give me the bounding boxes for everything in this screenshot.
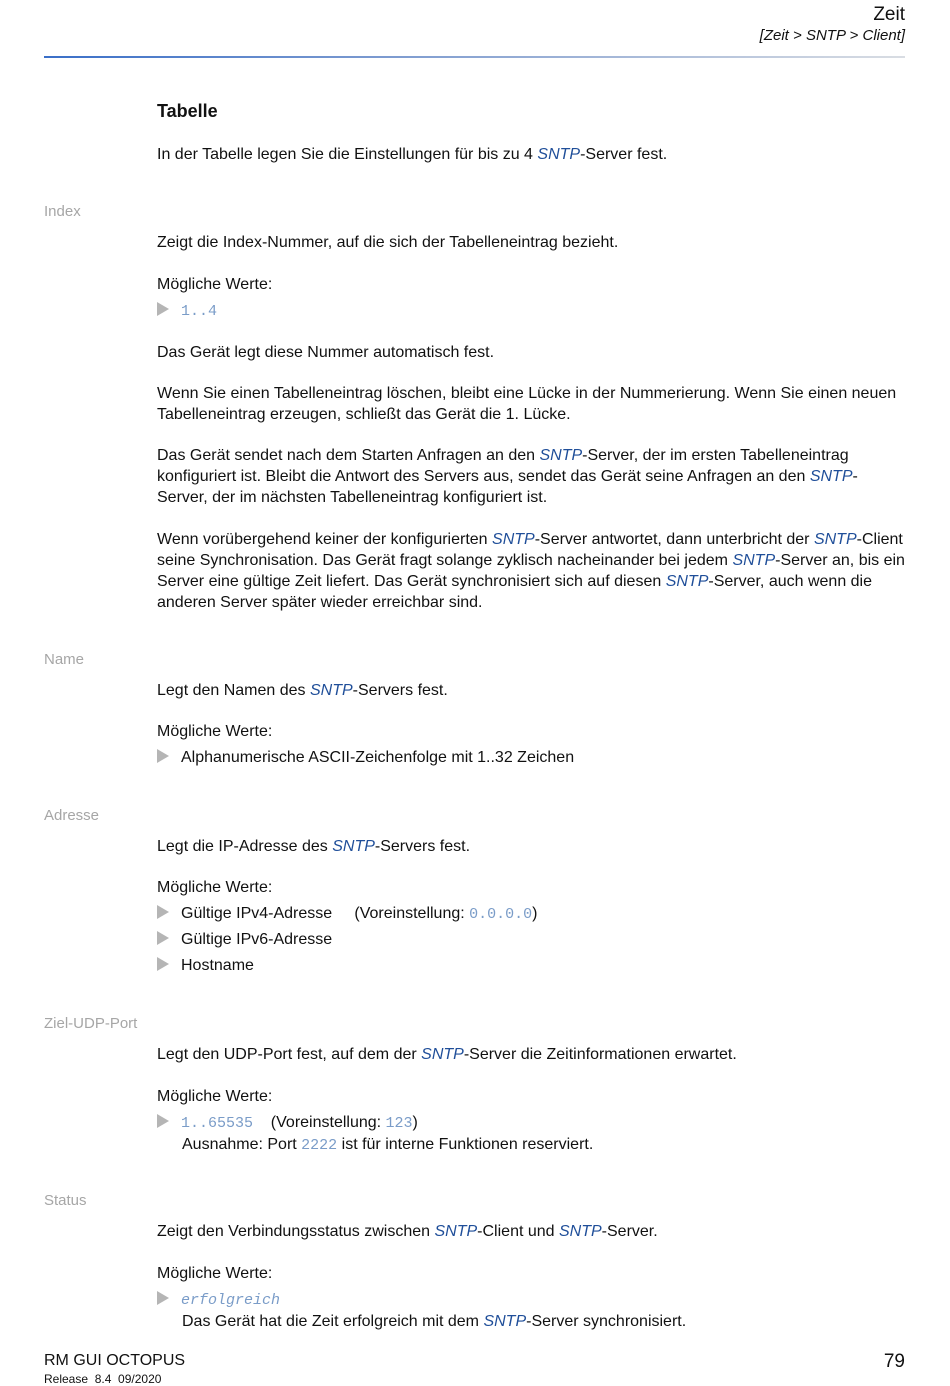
sntp-term: SNTP [665,573,709,590]
possible-values-label: Mögliche Werte: [157,1088,273,1105]
index-note-3 [157,445,907,508]
text-segment: Das Gerät hat die Zeit erfolgreich mit dem [182,1313,484,1330]
text-segment: Legt die IP-Adresse des [157,838,333,855]
address-description [157,836,907,857]
value-text [181,905,537,922]
index-description [157,232,907,253]
sntp-term: SNTP [813,531,857,548]
code-value: erfolgreich [181,1292,281,1309]
text-segment: (Voreinstellung: [253,1114,386,1131]
status-description [157,1221,907,1242]
param-label-name: Name [44,651,85,668]
possible-values-label: Mögliche Werte: [157,276,273,293]
text-segment: -Server fest. [580,146,668,163]
sntp-term: SNTP [483,1313,527,1330]
code-value: 1..65535 [181,1115,254,1132]
possible-values-label: Mögliche Werte: [157,879,273,896]
value-text [181,1114,418,1131]
sntp-term: SNTP [310,682,353,699]
text-segment: Wenn Sie einen Tabelleneintrag löschen, bleibt eine Lücke in der Nummerierung. Wenn Sie einen neuen Tabelleneintrag erzeugen, schließt das Gerät die 1. Lücke. [157,385,897,423]
text-segment: ) [412,1114,418,1131]
value-text [181,931,332,948]
text-segment: ) [532,905,538,922]
value-item [157,903,537,925]
param-label-address: Adresse [44,807,100,824]
code-value: 1..4 [181,303,218,320]
value-text [181,302,217,319]
text-segment: In der Tabelle legen Sie die Einstellungen für bis zu 4 [157,146,538,163]
possible-values-label: Mögliche Werte: [157,723,273,740]
text-segment: Gültige IPv4-Adresse (Voreinstellung: [181,905,470,922]
text-segment: -Client und [477,1223,559,1240]
name-description [157,680,907,701]
text-segment: Das Gerät sendet nach dem Starten Anfragen an den [157,447,540,464]
sntp-term: SNTP [434,1223,478,1240]
value-item [157,929,332,950]
page-number: 79 [883,1351,905,1372]
sntp-term: SNTP [332,838,375,855]
section-title: Tabelle [157,101,218,121]
chapter-title: Zeit [873,4,905,25]
text-segment: -Server antwortet, dann unterbricht der [534,531,814,548]
text-segment: -Servers fest. [352,682,448,699]
text-segment: Legt den UDP-Port fest, auf dem der [157,1046,422,1063]
breadcrumb: [Zeit > SNTP > Client] [759,27,905,44]
bullet-triangle-icon [157,302,169,316]
text-segment: Ausnahme: Port [182,1136,302,1153]
header-divider [44,56,905,58]
sntp-term: SNTP [492,531,535,548]
value-text [181,749,574,766]
sntp-term: SNTP [809,468,853,485]
index-note-1 [157,342,907,363]
text-segment: Gültige IPv6-Adresse [181,931,333,948]
text-segment: -Client seine Synchronisation. Das Gerät fragt solange zyklisch nacheinander bei jedem [157,531,903,569]
param-label-index: Index [44,203,81,220]
text-segment: Hostname [181,957,254,974]
bullet-triangle-icon [157,931,169,945]
value-text [181,1291,280,1308]
text-segment: ist für interne Funktionen reserviert. [337,1136,594,1153]
text-segment: -Servers fest. [374,838,471,855]
bullet-triangle-icon [157,1114,169,1128]
possible-values-label: Mögliche Werte: [157,1265,273,1282]
text-segment: -Server. [601,1223,658,1240]
footer-release: Release 8.4 09/2020 [44,1372,162,1386]
footer-product: RM GUI OCTOPUS [44,1352,186,1369]
value-item [157,300,217,322]
param-label-status: Status [44,1192,87,1209]
port-description [157,1044,907,1065]
sntp-term: SNTP [732,552,776,569]
text-segment: -Server, der im nächsten Tabelleneintrag konfiguriert ist. [157,468,858,506]
text-segment: Alphanumerische ASCII-Zeichenfolge mit 1..32 Zeichen [181,749,575,766]
bullet-triangle-icon [157,905,169,919]
text-segment: -Server an, bis ein Server eine gültige Zeit liefert. Das Gerät synchronisiert sich auf diesen [157,552,905,590]
text-segment: Zeigt die Index-Nummer, auf die sich der Tabelleneintrag bezieht. [157,234,619,251]
text-segment: Wenn vorübergehend keiner der konfigurierten [157,531,493,548]
code-value: 123 [385,1115,413,1132]
value-text [157,1134,593,1156]
value-item [157,955,254,976]
bullet-triangle-icon [157,957,169,971]
index-note-4 [157,529,907,613]
value-item [157,747,574,768]
param-label-udp-port: Ziel-UDP-Port [44,1015,138,1032]
bullet-triangle-icon [157,749,169,763]
text-segment: Legt den Namen des [157,682,310,699]
text-segment: Das Gerät legt diese Nummer automatisch fest. [157,344,495,361]
index-note-2 [157,383,907,425]
sntp-term: SNTP [421,1046,464,1063]
intro-text [157,144,907,165]
bullet-triangle-icon [157,1291,169,1305]
text-segment: -Server, auch wenn die anderen Server später wieder erreichbar sind. [157,573,873,611]
code-value: 0.0.0.0 [469,906,533,923]
text-segment: -Server, der im ersten Tabelleneintrag konfiguriert ist. Bleibt die Antwort des Servers aus, sendet das Gerät seine Anfragen an den [157,447,849,485]
value-text [157,1311,686,1332]
value-item [157,1112,593,1156]
value-text [181,957,254,974]
sntp-term: SNTP [539,447,583,464]
sntp-term: SNTP [537,146,581,163]
text-segment: Zeigt den Verbindungsstatus zwischen [157,1223,435,1240]
sntp-term: SNTP [559,1223,602,1240]
text-segment: -Server synchronisiert. [526,1313,687,1330]
value-item [157,1289,686,1332]
text-segment: -Server die Zeitinformationen erwartet. [463,1046,737,1063]
code-value: 2222 [301,1137,338,1154]
